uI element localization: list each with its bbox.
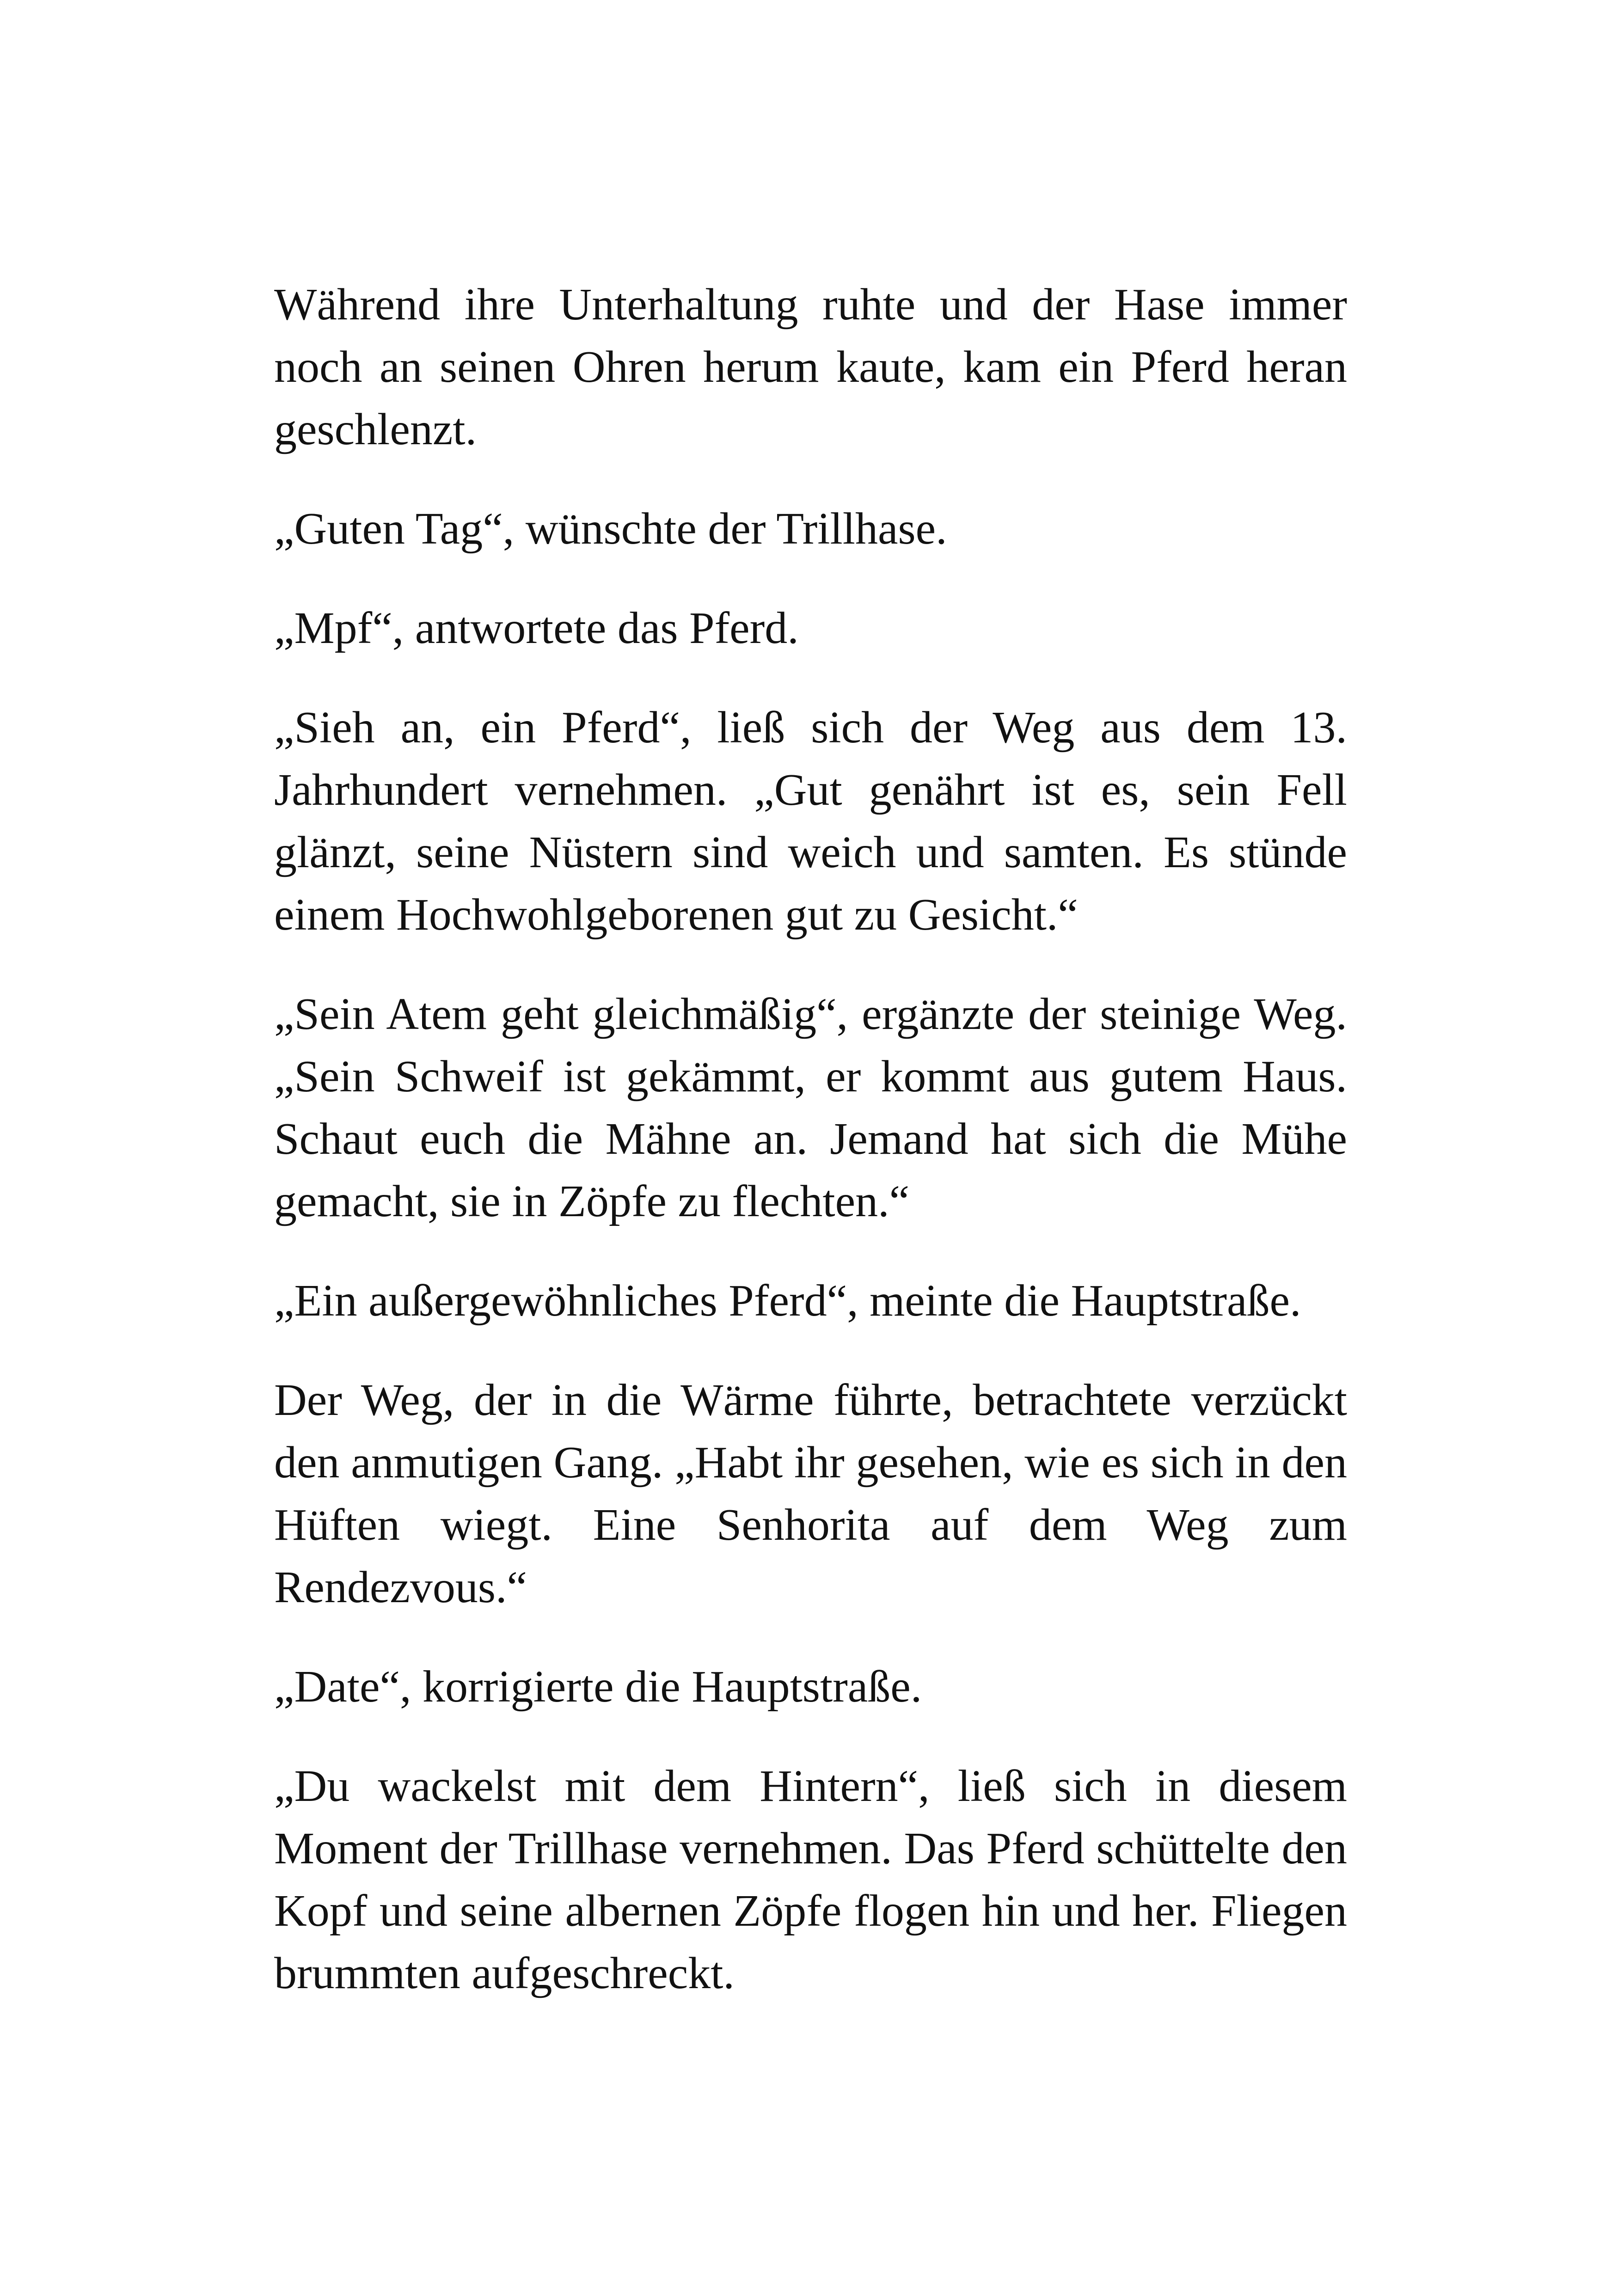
paragraph: „Ein außergewöhnliches Pferd“, meinte die Hauptstraße.	[274, 1276, 1301, 1326]
paragraph: „Mpf“, antwortete das Pferd.	[274, 603, 799, 653]
paragraph: Während ihre Unterhaltung ruhte und der Hase immer noch an seinen Ohren herum kaute, kam ein Pferd heran geschlenzt.	[274, 280, 1347, 454]
paragraph: „Guten Tag“, wünschte der Trillhase.	[274, 504, 947, 554]
paragraph: „Sein Atem geht gleichmäßig“, ergänzte der steinige Weg. „Sein Schweif ist gekämmt, er kommt aus gutem Haus. Schaut euch die Mähne an. Jemand hat sich die Mühe gemacht, sie in Zöpfe zu flechten.“	[274, 989, 1347, 1226]
paragraph: „Sieh an, ein Pferd“, ließ sich der Weg aus dem 13. Jahrhundert vernehmen. „Gut genährt ist es, sein Fell glänzt, seine Nüstern sind weich und samten. Es stünde einem Hochwohlgeborenen gut zu Gesicht.“	[274, 703, 1347, 940]
paragraph: „Date“, korrigierte die Hauptstraße.	[274, 1662, 922, 1712]
paragraph: „Du wackelst mit dem Hintern“, ließ sich in diesem Moment der Trillhase vernehmen. Das Pferd schüttelte den Kopf und seine albernen Zöpfe flogen hin und her. Fliegen brummten aufgeschreckt.	[274, 1761, 1347, 1998]
paragraph: Der Weg, der in die Wärme führte, betrachtete verzückt den anmutigen Gang. „Habt ihr gesehen, wie es sich in den Hüften wiegt. Eine Senhorita auf dem Weg zum Rendezvous.“	[274, 1375, 1347, 1612]
body-text	[274, 274, 1347, 2042]
